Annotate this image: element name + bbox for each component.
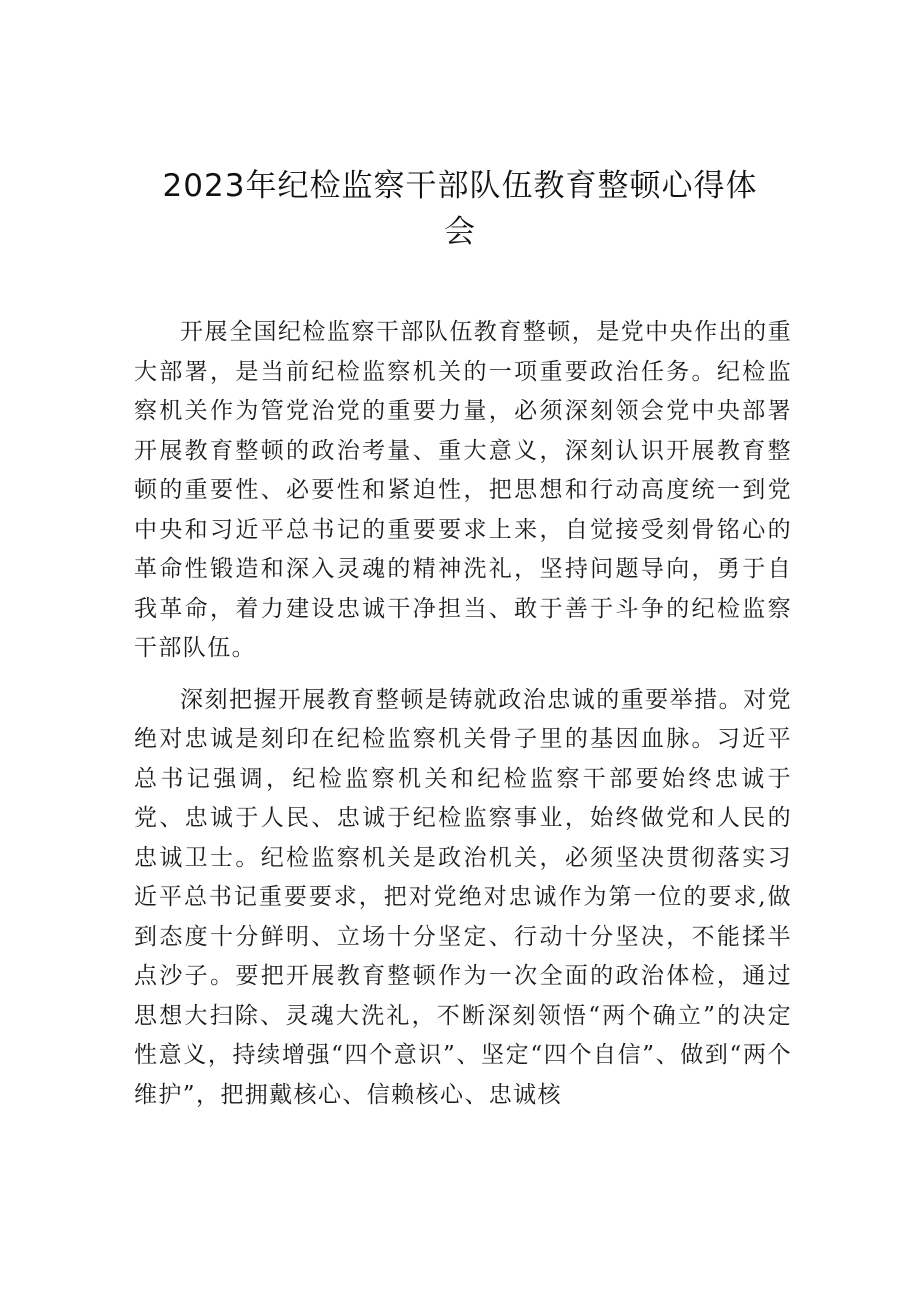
paragraph-1: 开展全国纪检监察干部队伍教育整顿，是党中央作出的重大部署，是当前纪检监察机关的一项重要政治任务。纪检监察机关作为管党治党的重要力量，必须深刻领会党中央部署开展教育整顿的政治考量、重大意义，深刻认识开展教育整顿的重要性、必要性和紧迫性，把思想和行动高度统一到党中央和习近平总书记的重要要求上来，自觉接受刻骨铭心的革命性锻造和深入灵魂的精神洗礼，坚持问题导向，勇于自我革命，着力建设忠诚干净担当、敢于善于斗争的纪检监察干部队伍。 (134, 319, 792, 661)
document-title: 2023年纪检监察干部队伍教育整顿心得体会 (162, 168, 758, 250)
document-body (134, 313, 792, 1127)
paragraph-2: 深刻把握开展教育整顿是铸就政治忠诚的重要举措。对党绝对忠诚是刻印在纪检监察机关骨子里的基因血脉。习近平总书记强调，纪检监察机关和纪检监察干部要始终忠诚于党、忠诚于人民、忠诚于纪检监察事业，始终做党和人民的忠诚卫士。纪检监察机关是政治机关，必须坚决贯彻落实习近平总书记重要要求，把对党绝对忠诚作为第一位的要求,做到态度十分鲜明、立场十分坚定、行动十分坚决，不能揉半点沙子。要把开展教育整顿作为一次全面的政治体检，通过思想大扫除、灵魂大洗礼，不断深刻领悟“两个确立”的决定性意义，持续增强“四个意识”、坚定“四个自信”、做到“两个维护”，把拥戴核心、信赖核心、忠诚核 (134, 686, 792, 1108)
